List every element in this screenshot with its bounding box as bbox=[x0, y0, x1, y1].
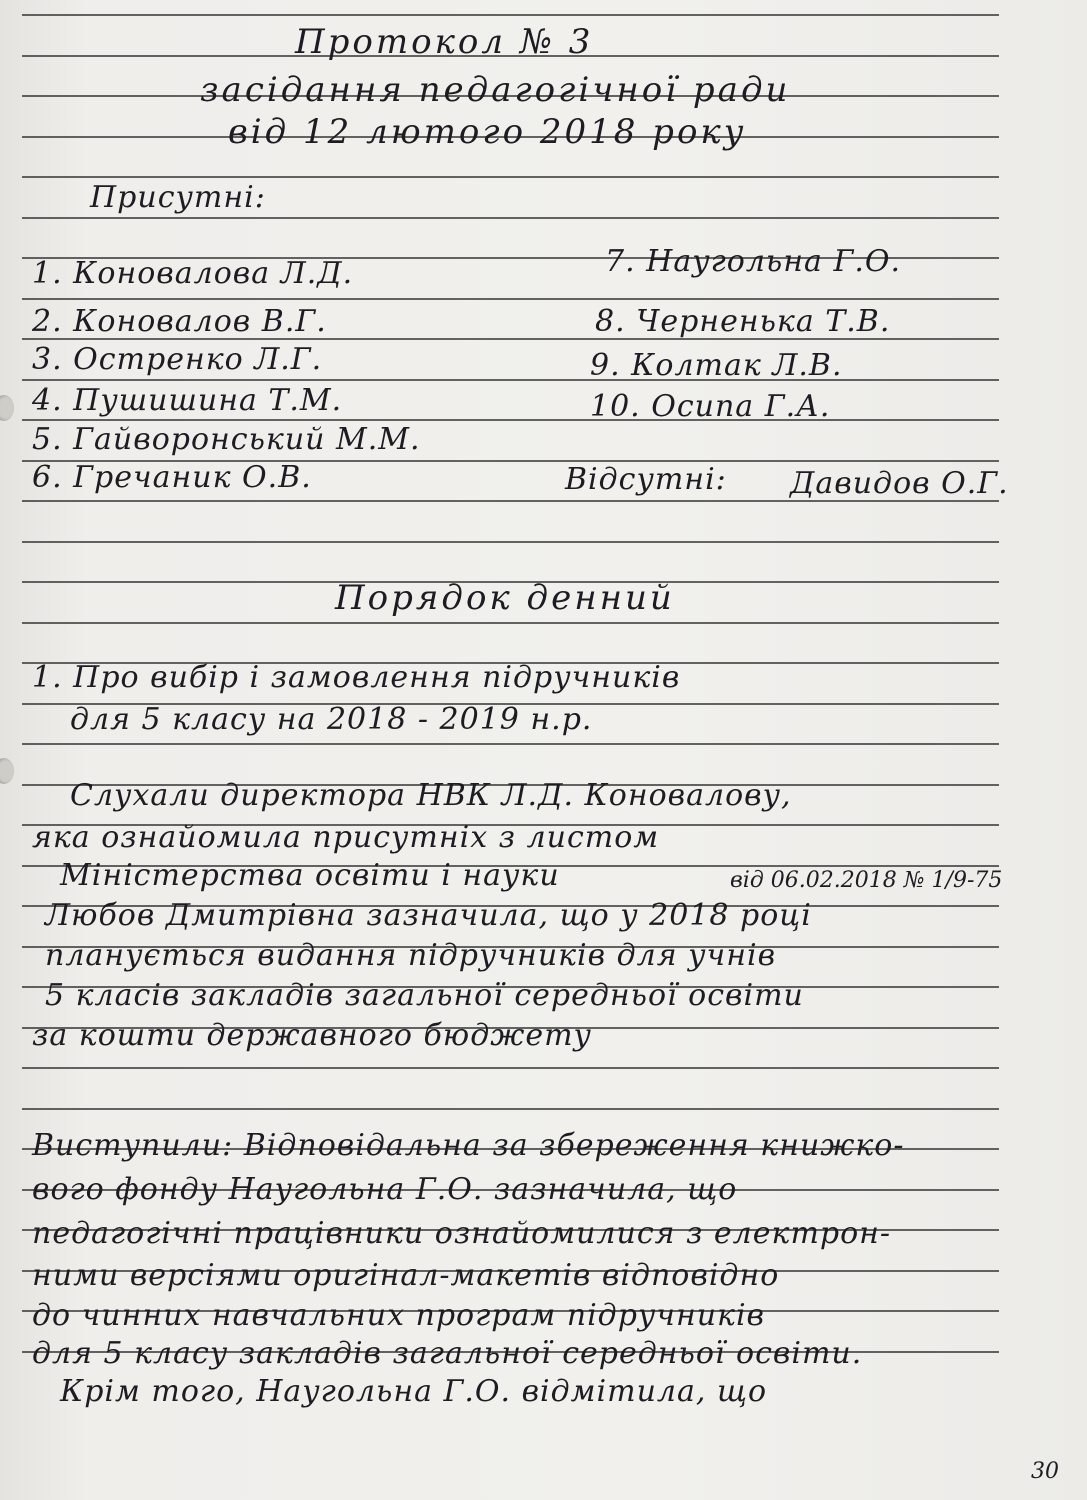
protocol-subtitle: засідання педагогічної ради bbox=[200, 70, 791, 110]
page-number: 30 bbox=[1031, 1459, 1059, 1484]
ruled-line bbox=[22, 14, 999, 16]
absent-label: Відсутні: bbox=[565, 462, 727, 497]
agenda-heading: Порядок денний bbox=[335, 578, 675, 618]
agenda-item-line: для 5 класу на 2018 - 2019 н.р. bbox=[70, 702, 593, 737]
present-item: 5. Гайворонський М.М. bbox=[32, 422, 421, 457]
present-item: 8. Черненька Т.В. bbox=[595, 304, 891, 339]
spoke-line: ними версіями оригінал-макетів відповідно bbox=[32, 1258, 780, 1293]
heard-line: 5 класів закладів загальної середньої освіти bbox=[45, 978, 804, 1013]
spoke-line: Виступили: Відповідальна за збереження книжко- bbox=[32, 1128, 905, 1163]
spoke-line: для 5 класу закладів загальної середньої освіти. bbox=[32, 1336, 863, 1371]
ruled-line bbox=[22, 379, 999, 381]
ruled-line bbox=[22, 1067, 999, 1069]
ruled-line bbox=[22, 1108, 999, 1110]
ruled-line bbox=[22, 541, 999, 543]
present-item: 6. Гречаник О.В. bbox=[32, 460, 312, 495]
heard-line: яка ознайомила присутніх з листом bbox=[32, 820, 660, 855]
absent-name: Давидов О.Г. bbox=[790, 466, 1009, 501]
spoke-line: вого фонду Наугольна Г.О. зазначила, що bbox=[32, 1172, 738, 1207]
heard-line: Любов Дмитрівна зазначила, що у 2018 році bbox=[45, 898, 812, 933]
ruled-line bbox=[22, 419, 999, 421]
ruled-line bbox=[22, 176, 999, 178]
agenda-item-line: 1. Про вибір і замовлення підручників bbox=[32, 660, 681, 695]
heard-line: планується видання підручників для учнів bbox=[45, 938, 777, 973]
ruled-line bbox=[22, 622, 999, 624]
heard-letter-ref: від 06.02.2018 № 1/9-75 bbox=[730, 868, 1003, 893]
spoke-line: Крім того, Наугольна Г.О. відмітила, що bbox=[60, 1374, 768, 1409]
binder-hole-top bbox=[0, 395, 14, 421]
spoke-line: до чинних навчальних програм підручників bbox=[32, 1298, 766, 1333]
present-item: 7. Наугольна Г.О. bbox=[605, 244, 901, 279]
heard-line: Міністерства освіти і науки bbox=[60, 858, 560, 893]
present-label: Присутні: bbox=[90, 180, 266, 215]
ruled-line bbox=[22, 298, 999, 300]
present-item: 10. Осипа Г.А. bbox=[590, 389, 831, 424]
present-item: 9. Колтак Л.В. bbox=[590, 348, 843, 383]
ruled-line bbox=[22, 217, 999, 219]
protocol-title: Протокол № 3 bbox=[295, 22, 594, 62]
present-item: 4. Пушишина Т.М. bbox=[32, 383, 343, 418]
present-item: 2. Коновалов В.Г. bbox=[32, 304, 327, 339]
spoke-line: педагогічні працівники ознайомилися з електрон- bbox=[32, 1216, 892, 1251]
heard-line: Слухали директора НВК Л.Д. Коновалову, bbox=[70, 778, 792, 813]
protocol-date: від 12 лютого 2018 року bbox=[228, 112, 747, 152]
ruled-line bbox=[22, 743, 999, 745]
binder-hole-bottom bbox=[0, 758, 14, 784]
present-item: 1. Коновалова Л.Д. bbox=[32, 256, 354, 291]
heard-line: за кошти державного бюджету bbox=[32, 1018, 592, 1053]
present-item: 3. Остренко Л.Г. bbox=[32, 342, 323, 377]
